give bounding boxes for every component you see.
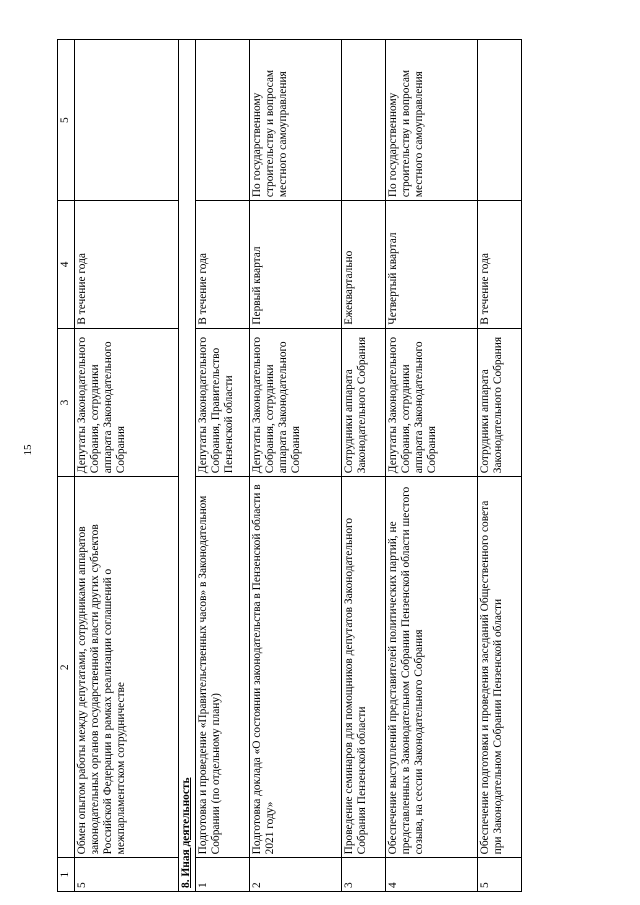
term-cell: В течение года	[75, 201, 179, 329]
row-number: 3	[342, 858, 386, 892]
plan-table	[57, 39, 522, 892]
committee-cell	[75, 40, 179, 201]
committee-cell	[478, 40, 522, 201]
event-cell: Обеспечение выступлений представителей политических партий, не представленных в Законодательном Собрании Пензенской области шестого созыва, на сессии Законодательного Собрания	[386, 477, 478, 858]
rotated-table-container	[57, 39, 565, 892]
section-row	[179, 40, 196, 892]
header-cell: 3	[58, 328, 75, 477]
row-number: 1	[196, 858, 250, 892]
responsible-cell: Сотрудники аппарата Законодательного Собрания	[478, 328, 522, 477]
committee-cell	[342, 40, 386, 201]
term-cell: Четвертый квартал	[386, 201, 478, 329]
responsible-cell: Депутаты Законодательного Собрания, сотрудники аппарата Законодательного Собрания	[75, 328, 179, 477]
term-cell: В течение года	[478, 201, 522, 329]
responsible-cell: Депутаты Законодательного Собрания, сотрудники аппарата Законодательного Собрания	[250, 328, 342, 477]
committee-cell	[196, 40, 250, 201]
event-cell: Подготовка доклада «О состоянии законодательства в Пензенской области в 2021 году»	[250, 477, 342, 858]
committee-cell: По государственному строительству и вопросам местного самоуправления	[250, 40, 342, 201]
section-title: 8. Иная деятельность	[179, 40, 196, 892]
responsible-cell: Депутаты Законодательного Собрания, Правительство Пензенской области	[196, 328, 250, 477]
header-cell: 1	[58, 858, 75, 892]
event-cell: Подготовка и проведение «Правительственных часов» в Законодательном Собрании (по отдельному плану)	[196, 477, 250, 858]
event-cell: Обмен опытом работы между депутатами, сотрудниками аппаратов законодательных органов государственной власти других субъектов Российской Федерации в рамках реализации соглашений о межпарламентском сотрудничестве	[75, 477, 179, 858]
responsible-cell: Депутаты Законодательного Собрания, сотрудники аппарата Законодательного Собрания	[386, 328, 478, 477]
term-cell: В течение года	[196, 201, 250, 329]
term-cell: Первый квартал	[250, 201, 342, 329]
table-row	[196, 40, 250, 892]
term-cell: Ежеквартально	[342, 201, 386, 329]
row-number: 5	[478, 858, 522, 892]
row-number: 5	[75, 858, 179, 892]
header-row	[58, 40, 75, 892]
row-number: 2	[250, 858, 342, 892]
committee-cell: По государственному строительству и вопросам местного самоуправления	[386, 40, 478, 201]
table-row	[75, 40, 179, 892]
table-row	[478, 40, 522, 892]
table-row	[250, 40, 342, 892]
event-cell: Проведение семинаров для помощников депутатов Законодательного Собрания Пензенской области	[342, 477, 386, 858]
header-cell: 4	[58, 201, 75, 329]
header-cell: 2	[58, 477, 75, 858]
page-number: 15	[22, 444, 34, 456]
header-cell: 5	[58, 40, 75, 201]
table-row	[386, 40, 478, 892]
event-cell: Обеспечение подготовки и проведения заседаний Общественного совета при Законодательном Собрании Пензенской области	[478, 477, 522, 858]
row-number: 4	[386, 858, 478, 892]
responsible-cell: Сотрудники аппарата Законодательного Собрания	[342, 328, 386, 477]
table-row	[342, 40, 386, 892]
